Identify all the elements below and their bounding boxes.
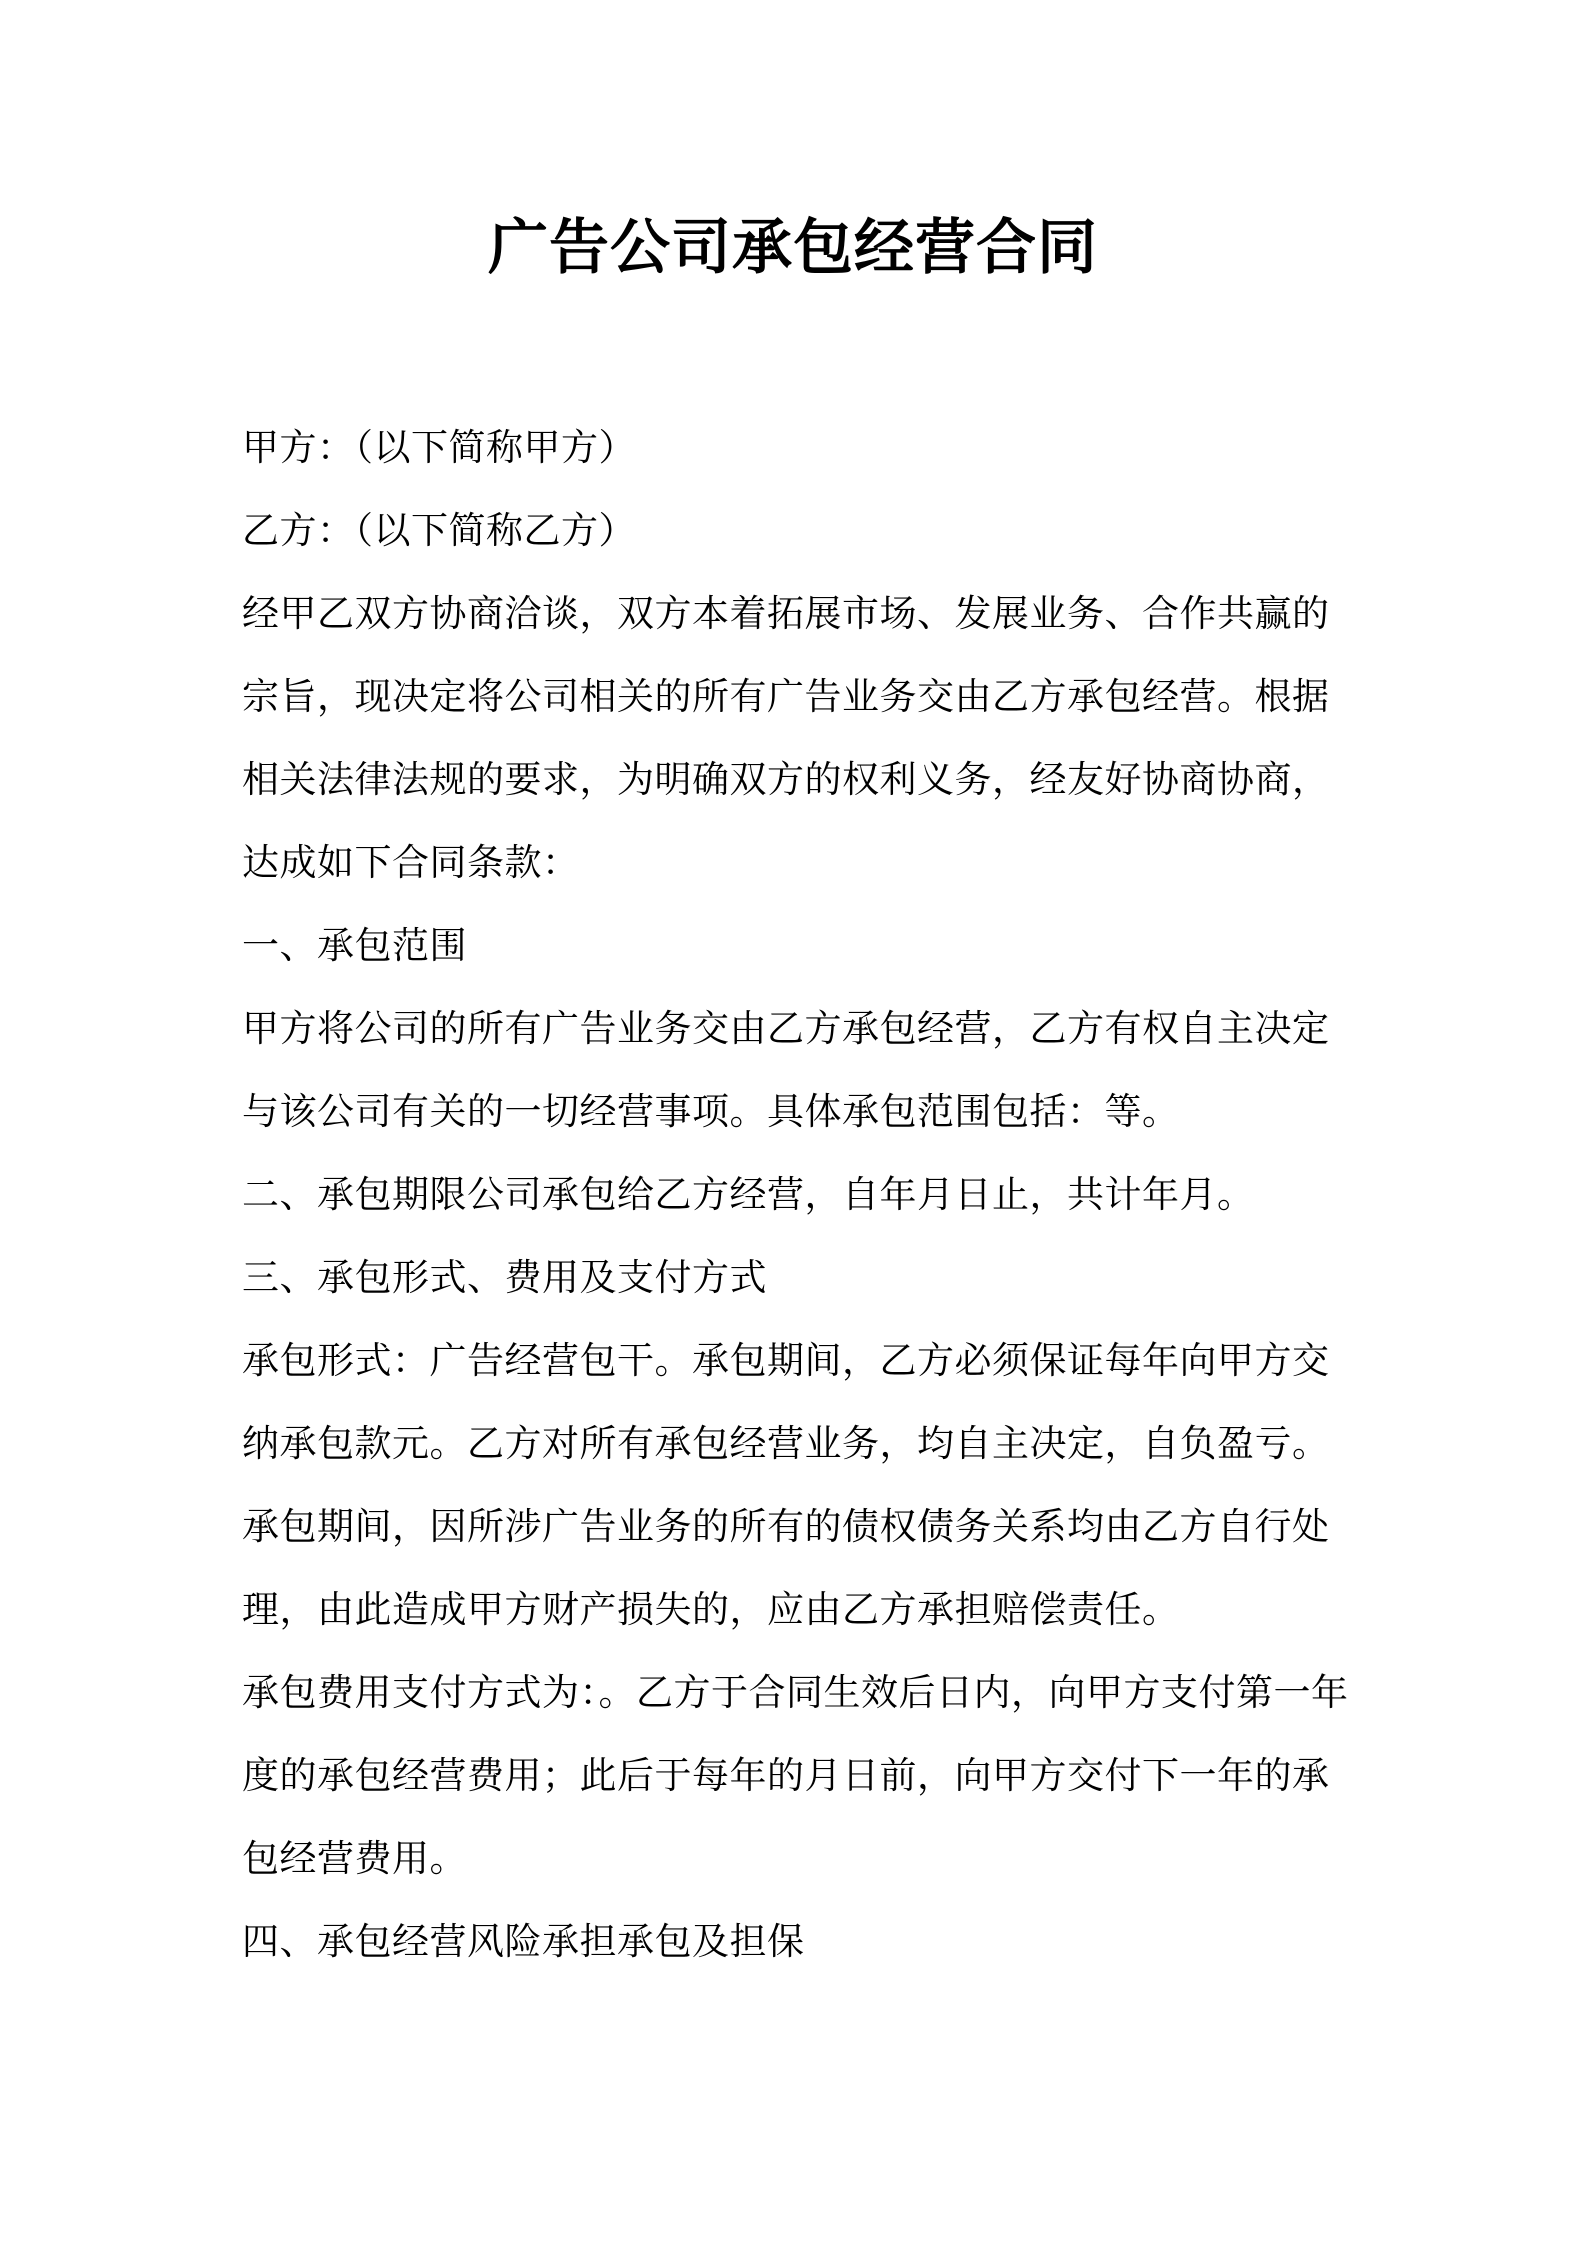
section-3-heading: 三、承包形式、费用及支付方式 (242, 1256, 767, 1299)
section-3-payment-paragraph: 承包费用支付方式为：。乙方于合同生效后日内，向甲方支付第一年度的承包经营费用；此后于每年的月日前，向甲方交付下一年的承包经营费用。 (242, 1671, 1349, 1880)
document-title: 广告公司承包经营合同 (488, 213, 1098, 283)
section-2-heading: 二、承包期限公司承包给乙方经营，自年月日止，共计年月。 (242, 1173, 1255, 1216)
section-1-paragraph: 甲方将公司的所有广告业务交由乙方承包经营，乙方有权自主决定与该公司有关的一切经营事项。具体承包范围包括：等。 (242, 1007, 1330, 1133)
section-4-heading: 四、承包经营风险承担承包及担保 (242, 1920, 805, 1963)
party-a-line: 甲方：（以下简称甲方） (242, 426, 636, 469)
section-3-form-paragraph: 承包形式：广告经营包干。承包期间，乙方必须保证每年向甲方交纳承包款元。乙方对所有承包经营业务，均自主决定，自负盈亏。承包期间，因所涉广告业务的所有的债权债务关系均由乙方自行处理，由此造成甲方财产损失的，应由乙方承担赔偿责任。 (242, 1339, 1330, 1631)
preamble-paragraph: 经甲乙双方协商洽谈，双方本着拓展市场、发展业务、合作共赢的宗旨，现决定将公司相关的所有广告业务交由乙方承包经营。根据相关法律法规的要求，为明确双方的权利义务，经友好协商协商，达成如下合同条款： (242, 592, 1330, 884)
section-1-heading: 一、承包范围 (242, 924, 467, 967)
document-body (242, 406, 1358, 1983)
party-b-line: 乙方：（以下简称乙方） (242, 509, 636, 552)
